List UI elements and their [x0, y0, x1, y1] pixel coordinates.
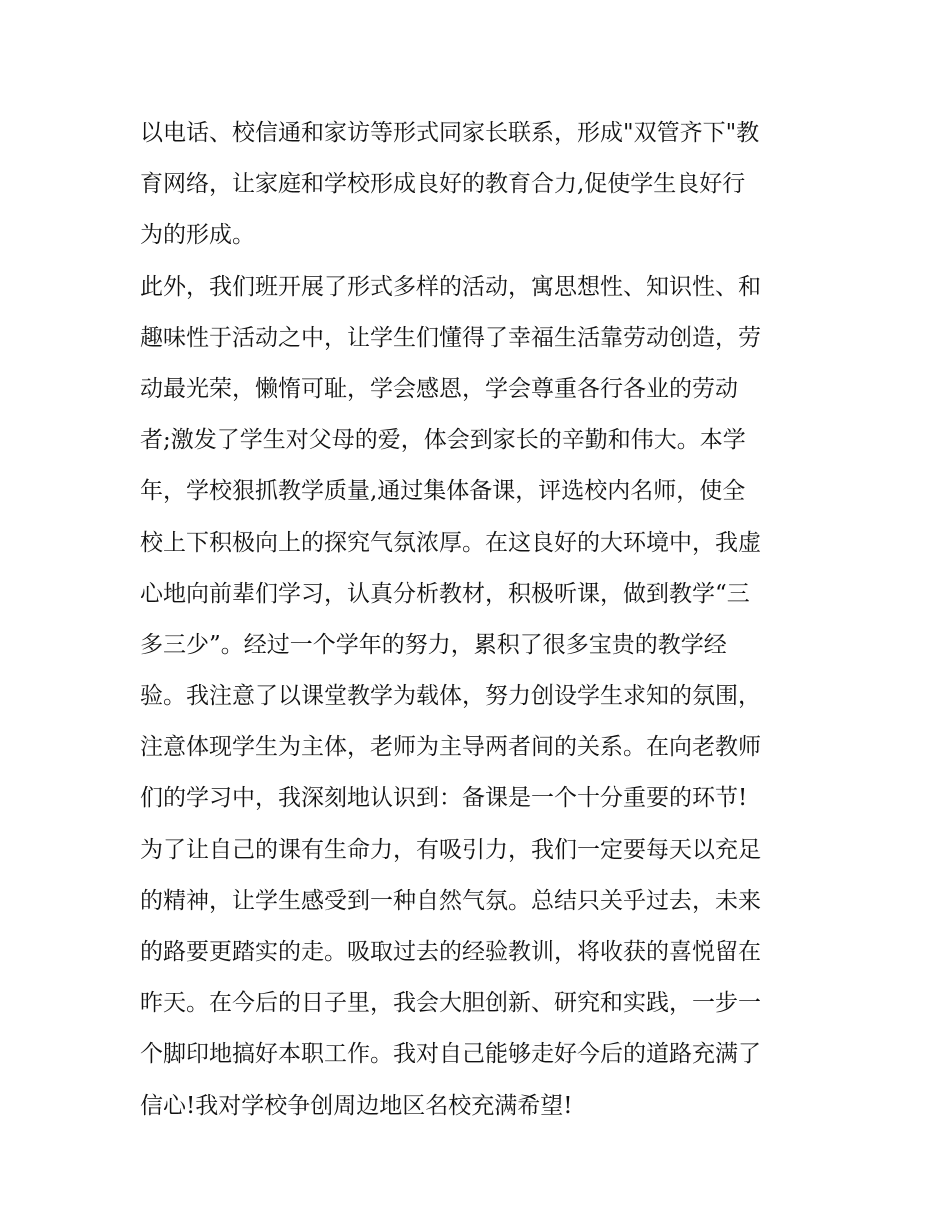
- text-line: 的精神，让学生感受到一种自然气氛。总结只关乎过去，未来: [140, 887, 761, 914]
- text-line: 者;激发了学生对父母的爱，体会到家长的辛勤和伟大。本学: [140, 427, 746, 454]
- text-line: 年，学校狠抓教学质量,通过集体备课，评选校内名师，使全: [140, 478, 746, 505]
- text-line: 此外，我们班开展了形式多样的活动，寓思想性、知识性、和: [140, 273, 761, 300]
- text-line: 心地向前辈们学习，认真分析教材，积极听课，做到教学“三: [140, 580, 750, 607]
- text-line: 育网络，让家庭和学校形成良好的教育合力,促使学生良好行: [140, 171, 746, 198]
- text-line: 注意体现学生为主体，老师为主导两者间的关系。在向老教师: [140, 734, 761, 761]
- text-line: 以电话、校信通和家访等形式同家长联系，形成"双管齐下"教: [140, 120, 760, 146]
- text-line: 为了让自己的课有生命力，有吸引力，我们一定要每天以充足: [140, 836, 761, 863]
- text-line: 多三少”。经过一个学年的努力，累积了很多宝贵的教学经: [140, 631, 727, 658]
- text-line: 动最光荣，懒惰可耻，学会感恩，学会尊重各行各业的劳动: [140, 375, 738, 402]
- text-line: 昨天。在今后的日子里，我会大胆创新、研究和实践，一步一: [140, 990, 761, 1017]
- text-line: 校上下积极向上的探究气氛浓厚。在这良好的大环境中，我虚: [140, 529, 761, 556]
- text-line: 们的学习中，我深刻地认识到：备课是一个十分重要的环节!: [140, 785, 748, 812]
- text-line: 为的形成。: [140, 222, 255, 249]
- text-line: 趣味性于活动之中，让学生们懂得了幸福生活靠劳动创造，劳: [140, 324, 761, 351]
- text-line: 个脚印地搞好本职工作。我对自己能够走好今后的道路充满了: [140, 1041, 761, 1068]
- text-line: 验。我注意了以课堂教学为载体，努力创设学生求知的氛围，: [140, 683, 761, 710]
- body-text: [140, 108, 830, 1132]
- text-line: 的路要更踏实的走。吸取过去的经验教训，将收获的喜悦留在: [140, 939, 761, 965]
- text-line: 信心!我对学校争创周边地区名校充满希望!: [140, 1092, 573, 1119]
